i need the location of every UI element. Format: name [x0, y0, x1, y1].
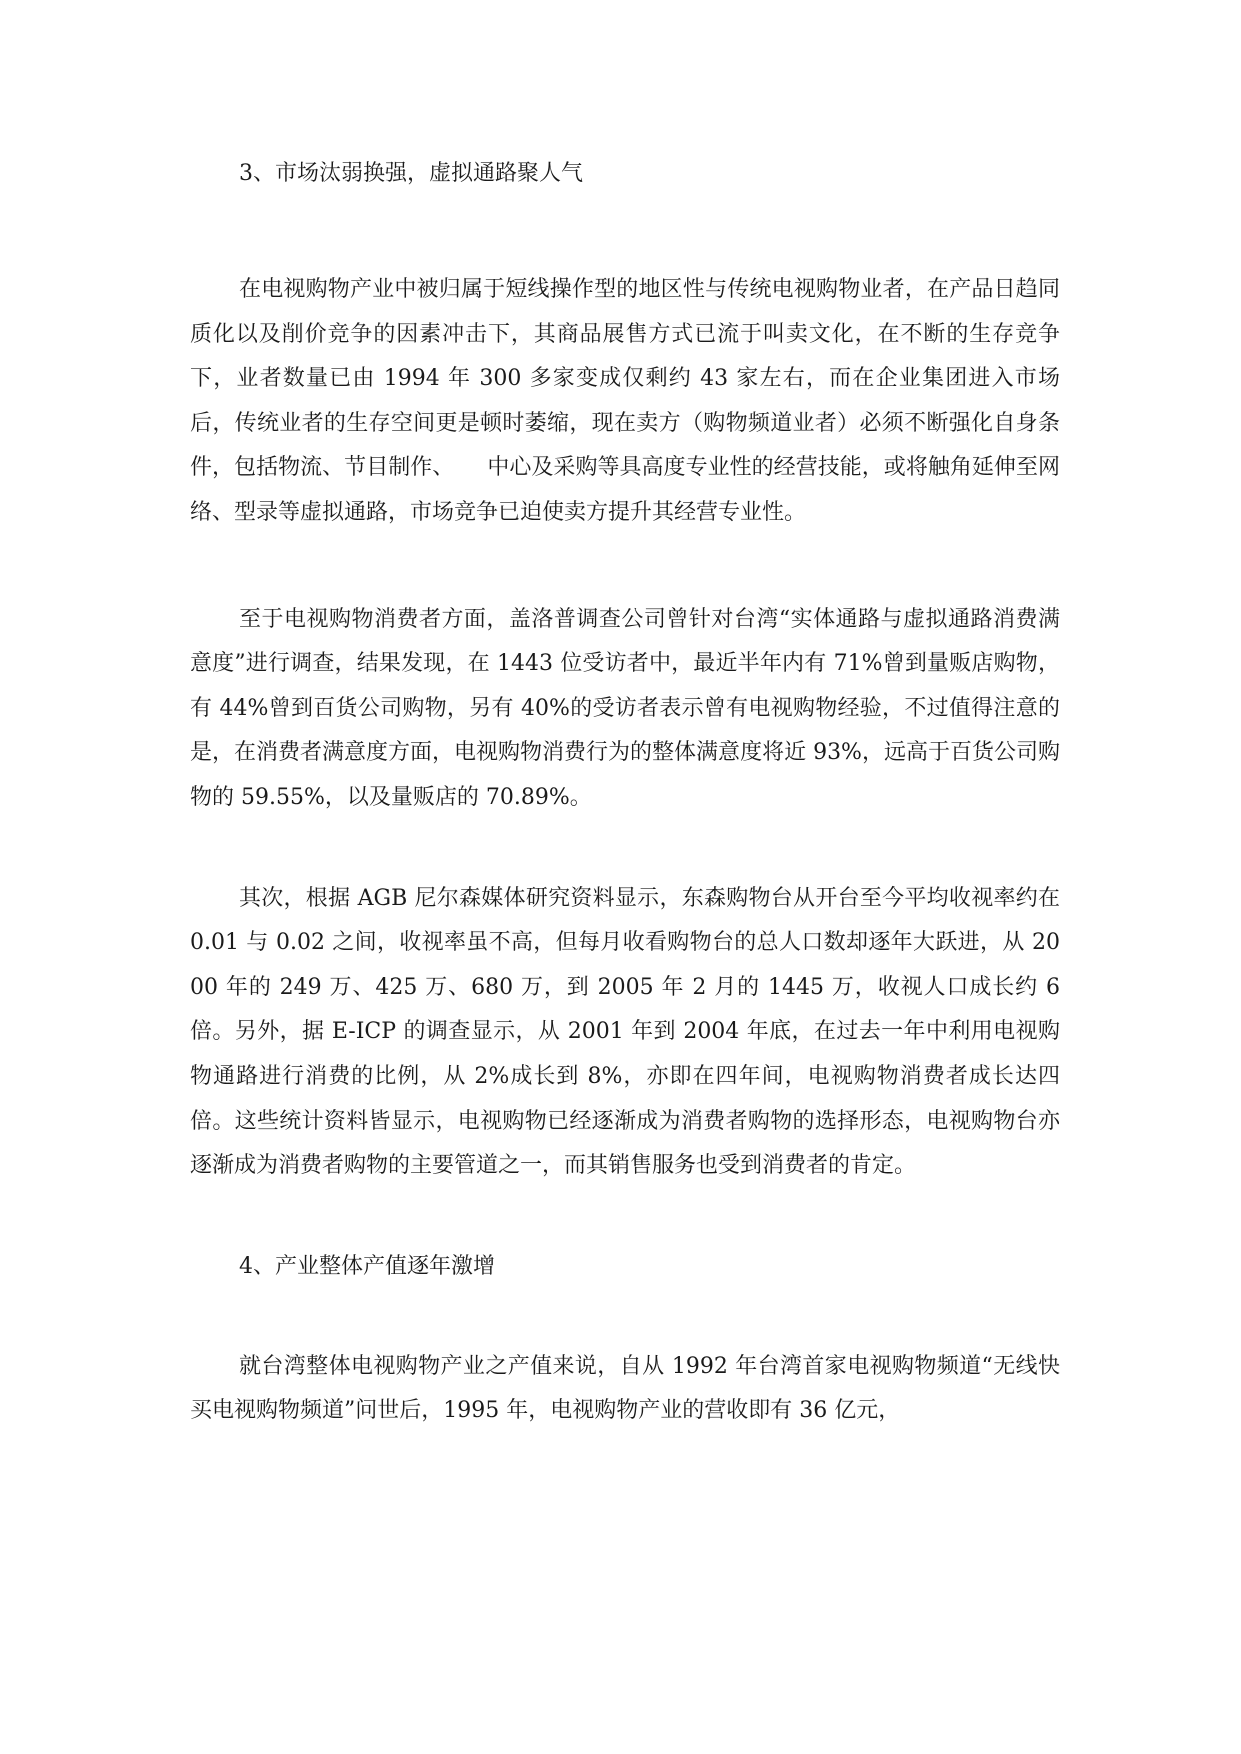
- document-body: [190, 152, 1060, 1434]
- spacer: [190, 196, 1060, 268]
- section-heading-4: 4、产业整体产值逐年激增: [239, 1253, 495, 1279]
- paragraph-industry-output: 就台湾整体电视购物产业之产值来说，自从 1992 年台湾首家电视购物频道“无线快买电视购物频道”问世后，1995 年，电视购物产业的营收即有 36 亿元，: [190, 1353, 1060, 1424]
- spacer: [190, 536, 1060, 598]
- spacer: [190, 1289, 1060, 1345]
- spacer: [190, 821, 1060, 877]
- paragraph-market-competition: 在电视购物产业中被归属于短线操作型的地区性与传统电视购物业者，在产品日趋同质化以及削价竞争的因素冲击下，其商品展售方式已流于叫卖文化，在不断的生存竞争下，业者数量已由 1994 年 300 多家变成仅剩约 43 家左右，而在企业集团进入市场后，传统业者的生存空间更是顿时萎缩，现在卖方（购物频道业者）必须不断强化自身条件，包括物流、节目制作、 中心及采购等具高度专业性的经营技能，或将触角延伸至网络、型录等虚拟通路，市场竞争已迫使卖方提升其经营专业性。: [190, 277, 1060, 525]
- section-heading-3: 3、市场汰弱换强，虚拟通路聚人气: [239, 161, 583, 186]
- spacer: [190, 1189, 1060, 1245]
- paragraph-viewership-growth: 其次，根据 AGB 尼尔森媒体研究资料显示，东森购物台从开台至今平均收视率约在 0.01 与 0.02 之间，收视率虽不高，但每月收看购物台的总人口数却逐年大跃进，从 2000 年的 249 万、425 万、680 万，到 2005 年 2 月的 1445 万，收视人口成长约 6 倍。另外，据 E-ICP 的调查显示，从 2001 年到 2004 年底，在过去一年中利用电视购物通路进行消费的比例，从 2%成长到 8%，亦即在四年间，电视购物消费者成长达四倍。这些统计资料皆显示，电视购物已经逐渐成为消费者购物的选择形态，电视购物台亦逐渐成为消费者购物的主要管道之一，而其销售服务也受到消费者的肯定。: [190, 885, 1060, 1179]
- paragraph-consumer-satisfaction: 至于电视购物消费者方面，盖洛普调查公司曾针对台湾“实体通路与虚拟通路消费满意度”进行调查，结果发现，在 1443 位受访者中，最近半年内有 71%曾到量贩店购物，有 44%曾到百货公司购物，另有 40%的受访者表示曾有电视购物经验，不过值得注意的是，在消费者满意度方面，电视购物消费行为的整体满意度将近 93%，远高于百货公司购物的 59.55%，以及量贩店的 70.89%。: [190, 606, 1060, 810]
